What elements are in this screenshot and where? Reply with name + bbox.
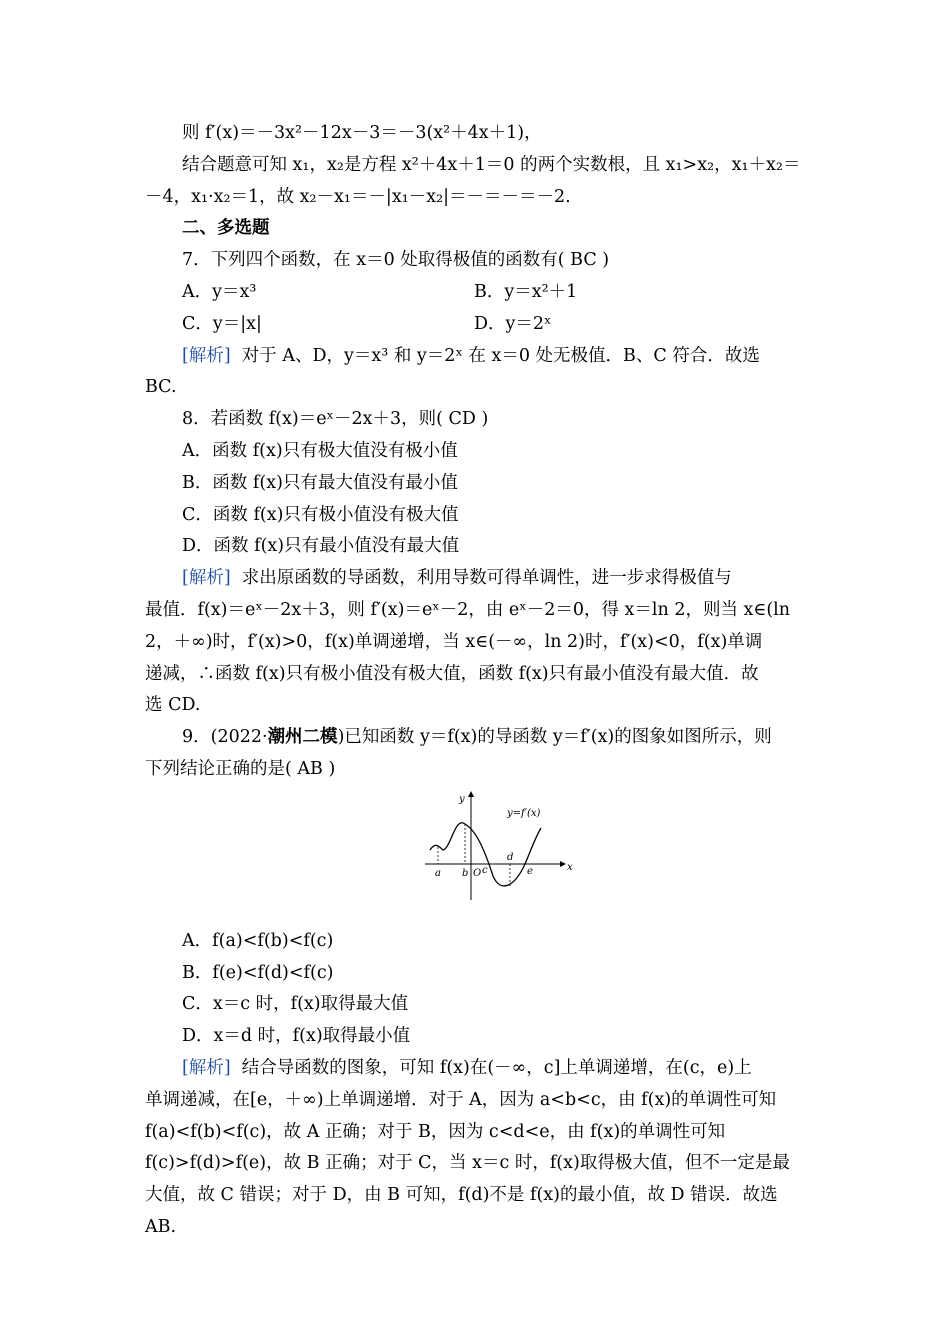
q7-solution-text: 对于 A、D，y＝x³ 和 y＝2ˣ 在 x＝0 处无极值．B、C 符合．故选	[241, 345, 760, 366]
q9-solution-line-5: 大值，故 C 错误；对于 D，由 B 可知，f(d)不是 f(x)的最小值，故 D 错误．故选	[145, 1185, 778, 1206]
sol6-line-3: －4，x₁·x₂＝1，故 x₂－x₁＝－|x₁－x₂|＝－＝－＝－2.	[145, 186, 571, 207]
q9-solution-line-1	[145, 1053, 807, 1085]
q9-solution-line-6: AB.	[145, 1216, 177, 1237]
derivative-graph	[425, 790, 575, 916]
q7-solution-line-2: BC.	[145, 377, 177, 398]
label-e: e	[527, 865, 533, 877]
sol6-line-2: 结合题意可知 x₁，x₂是方程 x²＋4x＋1＝0 的两个实数根，且 x₁>x₂，x₁＋x₂＝	[182, 154, 801, 175]
q8-option-d: D．函数 f(x)只有最小值没有最大值	[182, 536, 460, 557]
q8-stem: 8．若函数 f(x)＝eˣ－2x＋3，则( CD )	[182, 409, 489, 430]
q7-option-b: B．y＝x²＋1	[474, 281, 578, 302]
q9-solution-line-4: f(c)>f(d)>f(e)，故 B 正确；对于 C，当 x＝c 时，f(x)取得极大值，但不一定是最	[145, 1153, 790, 1174]
q8-solution-line-3: 2，＋∞)时，f′(x)>0，f(x)单调递增，当 x∈(－∞，ln 2)时，f′(x)<0，f(x)单调	[145, 631, 763, 652]
q7-option-c: C．y＝|x|	[182, 313, 262, 334]
q8-solution-text: 求出原函数的导函数，利用导数可得单调性，进一步求得极值与	[241, 568, 732, 589]
q8-option-c: C．函数 f(x)只有极小值没有极大值	[182, 504, 459, 525]
q9-stem-rest: )已知函数 y＝f(x)的导函数 y＝f′(x)的图象如图所示，则	[337, 727, 772, 748]
q9-solution-line-3: f(a)<f(b)<f(c)，故 A 正确；对于 B，因为 c<d<e，由 f(x)的单调性可知	[145, 1121, 726, 1142]
q9-stem-line-2: 下列结论正确的是( AB )	[145, 758, 336, 779]
sol6-line-1: 则 f′(x)＝－3x²－12x－3＝－3(x²＋4x＋1)，	[182, 123, 542, 143]
q7-options-row-1	[145, 277, 807, 309]
curve-label: y=f′(x)	[507, 807, 541, 819]
q8-solution-line-5: 选 CD.	[145, 695, 201, 716]
q8-option-a: A．函数 f(x)只有极大值没有极小值	[182, 440, 458, 461]
label-c: c	[482, 864, 488, 876]
solution-tag: [解析]	[182, 345, 231, 366]
q7-option-d: D．y＝2ˣ	[474, 313, 552, 334]
q7-option-a: A．y＝x³	[182, 281, 257, 302]
y-axis-label: y	[459, 793, 465, 805]
q8-option-b: B．函数 f(x)只有最大值没有最小值	[182, 472, 458, 493]
q7-stem: 7．下列四个函数，在 x＝0 处取得极值的函数有( BC )	[182, 250, 610, 271]
q8-solution-line-1	[145, 563, 807, 595]
q9-option-b: B．f(e)<f(d)<f(c)	[182, 962, 334, 983]
q9-option-a: A．f(a)<f(b)<f(c)	[182, 930, 334, 951]
label-origin: O	[473, 867, 482, 879]
solution-tag: [解析]	[182, 1057, 231, 1078]
label-d: d	[507, 851, 514, 863]
q7-solution-line-1	[145, 341, 807, 373]
q9-stem-line-1	[145, 722, 807, 754]
x-axis-label: x	[567, 861, 573, 873]
q8-solution-line-2: 最值．f(x)＝eˣ－2x＋3，则 f′(x)＝eˣ－2，由 eˣ－2＝0，得 x＝ln 2，则当 x∈(ln	[145, 599, 791, 620]
q9-option-d: D．x＝d 时，f(x)取得最小值	[182, 1026, 411, 1047]
section-title: 二、多选题	[182, 218, 270, 239]
document-page	[145, 118, 807, 1244]
solution-tag: [解析]	[182, 568, 231, 589]
q9-option-c: C．x＝c 时，f(x)取得最大值	[182, 994, 409, 1015]
label-b: b	[462, 867, 469, 879]
q8-solution-line-4: 递减，∴函数 f(x)只有极小值没有极大值，函数 f(x)只有最小值没有最大值．故	[145, 663, 759, 684]
q9-source: 潮州二模	[267, 727, 338, 748]
q9-stem-prefix: 9．(2022·	[182, 727, 268, 748]
derivative-curve	[430, 822, 541, 885]
label-a: a	[435, 867, 441, 879]
q9-solution-text: 结合导函数的图象，可知 f(x)在(－∞，c]上单调递增，在(c，e)上	[241, 1057, 752, 1078]
q9-solution-line-2: 单调递减，在[e，＋∞)上单调递增．对于 A，因为 a<b<c，由 f(x)的单调性可知	[145, 1089, 777, 1110]
derivative-graph-figure	[145, 790, 807, 920]
q7-options-row-2	[145, 309, 807, 341]
